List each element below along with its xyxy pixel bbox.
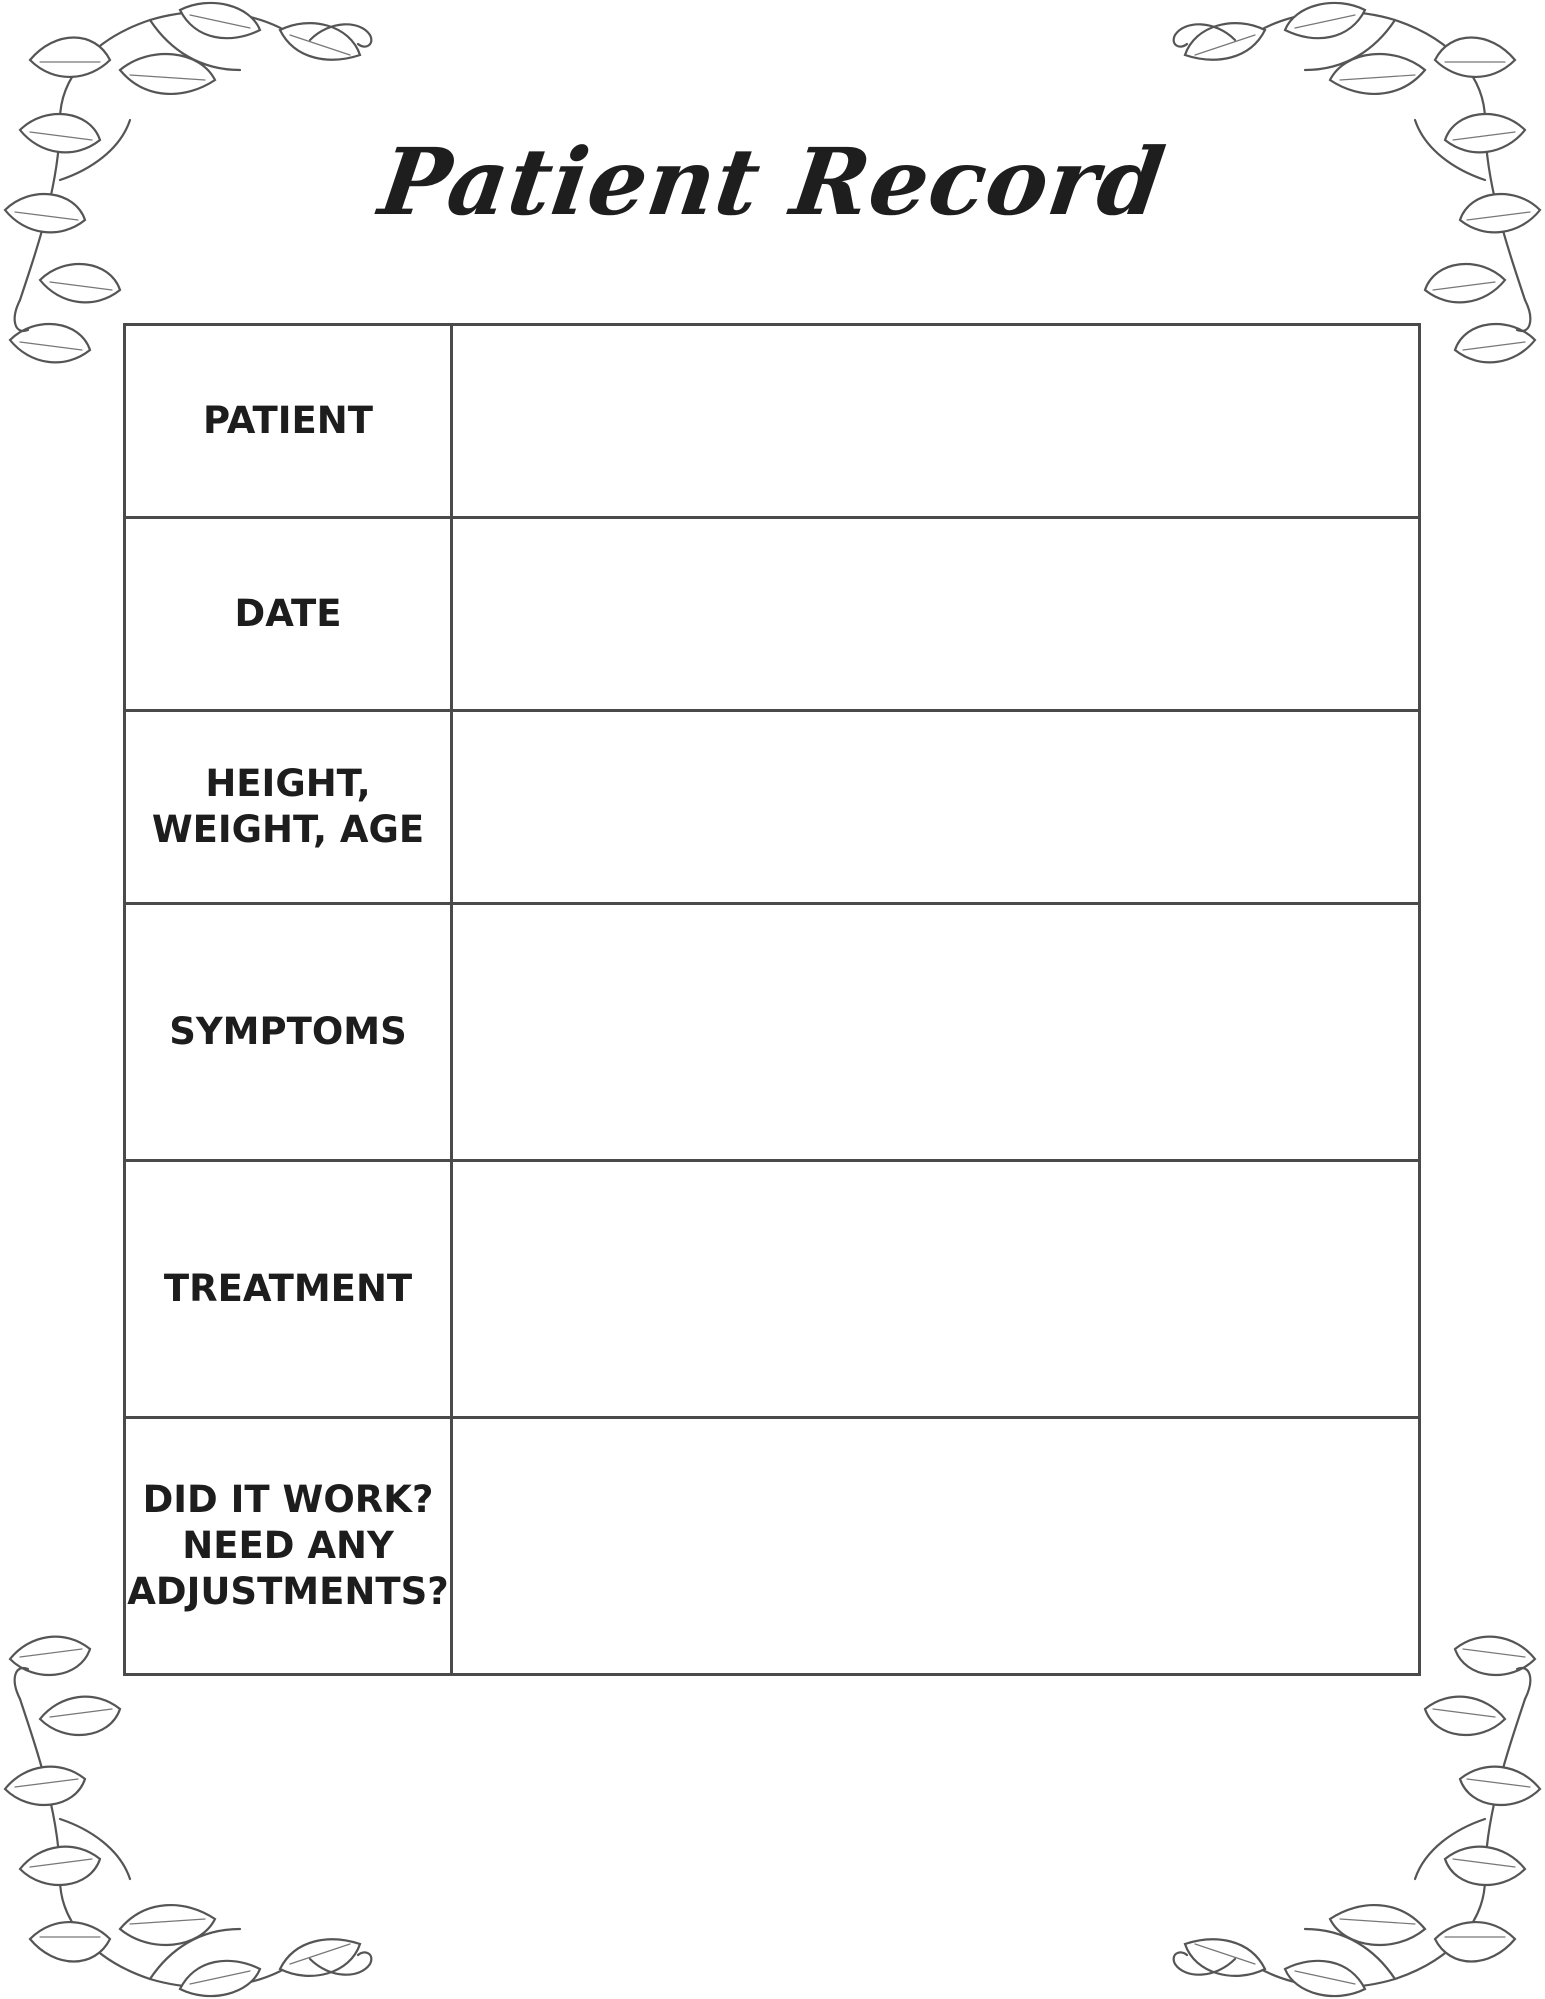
field-symptoms[interactable] xyxy=(452,904,1420,1161)
patient-record-table xyxy=(123,323,1421,1676)
field-date[interactable] xyxy=(452,518,1420,711)
row-label-patient: PATIENT xyxy=(125,325,452,518)
row-label-symptoms: SYMPTOMS xyxy=(125,904,452,1161)
row-label-date: DATE xyxy=(125,518,452,711)
table-row xyxy=(125,1161,1420,1418)
table-row xyxy=(125,518,1420,711)
table-row xyxy=(125,325,1420,518)
page-title: Patient Record xyxy=(373,128,1172,236)
field-did-it-work[interactable] xyxy=(452,1418,1420,1675)
row-label-did-it-work: DID IT WORK? NEED ANY ADJUSTMENTS? xyxy=(125,1418,452,1675)
field-treatment[interactable] xyxy=(452,1161,1420,1418)
table-row xyxy=(125,904,1420,1161)
field-patient[interactable] xyxy=(452,325,1420,518)
table-row xyxy=(125,711,1420,904)
table-row xyxy=(125,1418,1420,1675)
row-label-height-weight-age: HEIGHT, WEIGHT, AGE xyxy=(125,711,452,904)
row-label-treatment: TREATMENT xyxy=(125,1161,452,1418)
field-height-weight-age[interactable] xyxy=(452,711,1420,904)
